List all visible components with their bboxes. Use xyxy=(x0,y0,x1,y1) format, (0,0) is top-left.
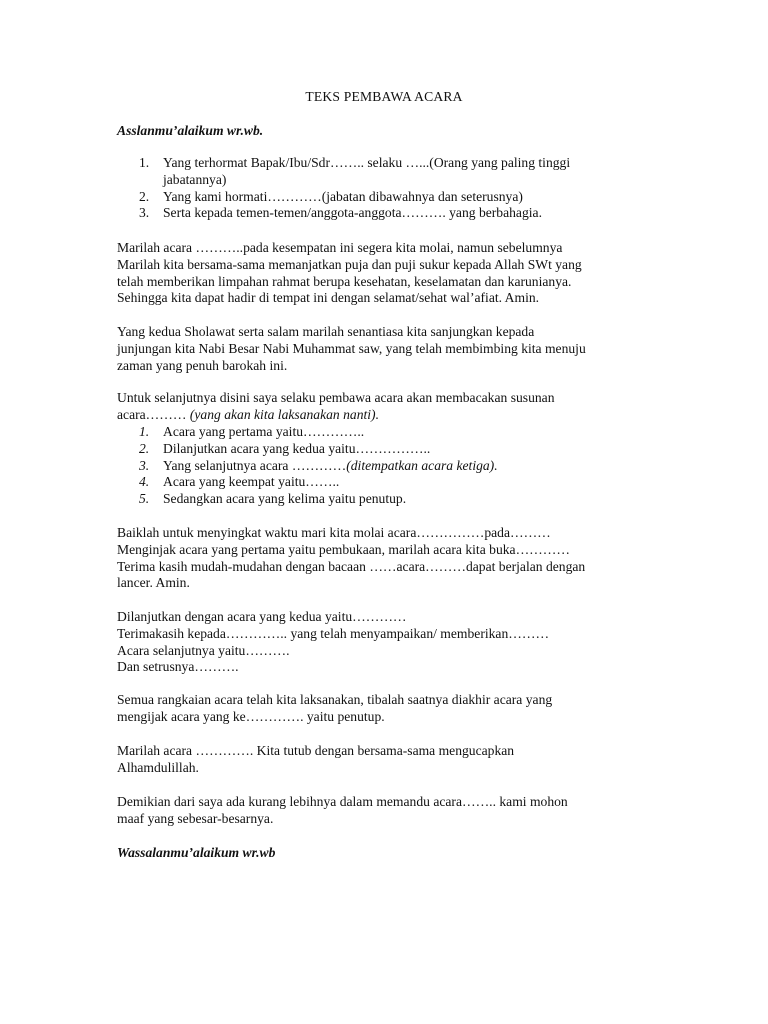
list-item-text: Serta kepada temen-temen/anggota-anggota………. yang berbahagia. xyxy=(163,205,542,221)
paragraph-line: Demikian dari saya ada kurang lebihnya dalam memandu acara…….. kami mohon xyxy=(117,794,568,809)
list-number: 2. xyxy=(139,188,150,204)
paragraph-opening-acara xyxy=(117,525,657,592)
list-item xyxy=(117,424,498,441)
list-item-text: Yang terhormat Bapak/Ibu/Sdr…….. selaku …...(Orang yang paling tinggi xyxy=(163,155,571,170)
list-item-text: Dilanjutkan acara yang kedua yaitu…………….. xyxy=(163,440,431,456)
list-item-text: Sedangkan acara yang kelima yaitu penutup. xyxy=(163,491,407,507)
paragraph-second-acara xyxy=(117,609,657,676)
document-title: TEKS PEMBAWA ACARA xyxy=(305,89,463,104)
list-number: 4. xyxy=(139,474,150,490)
paragraph-line xyxy=(117,407,657,424)
paragraph-apology xyxy=(117,794,657,828)
agenda-intro-text: acara……… xyxy=(117,406,190,422)
paragraph-sholawat xyxy=(117,324,657,374)
list-number: 1. xyxy=(139,155,150,170)
list-item xyxy=(117,491,498,508)
list-item xyxy=(117,155,570,189)
paragraph-line: Baiklah untuk menyingkat waktu mari kita molai acara……………pada……… xyxy=(117,525,551,540)
paragraph-closing-acara xyxy=(117,692,657,726)
paragraph-hamdalah xyxy=(117,743,657,777)
paragraph-opening-prayer xyxy=(117,240,657,307)
list-number: 2. xyxy=(139,440,150,456)
paragraph-line: zaman yang penuh barokah ini. xyxy=(117,357,288,373)
list-item xyxy=(117,458,498,475)
list-item xyxy=(117,441,498,458)
paragraph-line: Dilanjutkan dengan acara yang kedua yaitu………… xyxy=(117,609,407,624)
paragraph-line: telah memberikan limpahan rahmat berupa kesehatan, keselamatan dan karunianya. xyxy=(117,273,572,289)
paragraph-line: Dan setrusnya………. xyxy=(117,659,239,675)
paragraph-line: Sehingga kita dapat hadir di tempat ini dengan selamat/sehat wal’afiat. Amin. xyxy=(117,290,540,306)
paragraph-line: Marilah acara …………. Kita tutub dengan bersama-sama mengucapkan xyxy=(117,743,515,758)
list-item xyxy=(117,205,570,222)
paragraph-line: Acara selanjutnya yaitu………. xyxy=(117,642,290,658)
paragraph-line: mengijak acara yang ke…………. yaitu penutup. xyxy=(117,708,385,724)
list-number: 1. xyxy=(139,424,150,439)
paragraph-line: Menginjak acara yang pertama yaitu pembukaan, marilah acara kita buka………… xyxy=(117,541,570,557)
paragraph-agenda-intro xyxy=(117,390,657,424)
list-item xyxy=(117,189,570,206)
opening-greeting: Asslanmu’alaikum wr.wb. xyxy=(117,123,264,138)
list-item-text: Acara yang keempat yaitu…….. xyxy=(163,474,340,490)
closing-greeting: Wassalanmu’alaikum wr.wb xyxy=(117,845,276,860)
paragraph-line: Alhamdulillah. xyxy=(117,759,199,775)
list-item-text: Yang kami hormati…………(jabatan dibawahnya dan seterusnya) xyxy=(163,188,523,204)
list-item-italic: (ditempatkan acara ketiga). xyxy=(346,457,498,473)
paragraph-line: Terimakasih kepada………….. yang telah menyampaikan/ memberikan……… xyxy=(117,625,550,641)
list-item-text: jabatannya) xyxy=(163,171,227,187)
paragraph-line: Marilah acara ………..pada kesempatan ini segera kita molai, namun sebelumnya xyxy=(117,240,563,255)
paragraph-line: Untuk selanjutnya disini saya selaku pembawa acara akan membacakan susunan xyxy=(117,390,555,405)
paragraph-line: Yang kedua Sholawat serta salam marilah senantiasa kita sanjungkan kepada xyxy=(117,324,535,339)
salutation-list xyxy=(117,155,570,222)
paragraph-line: junjungan kita Nabi Besar Nabi Muhammat saw, yang telah membimbing kita menuju xyxy=(117,340,586,356)
list-item-text: Acara yang pertama yaitu………….. xyxy=(163,424,365,439)
paragraph-line: Marilah kita bersama-sama memanjatkan puja dan puji sukur kepada Allah SWt yang xyxy=(117,256,582,272)
agenda-intro-italic: (yang akan kita laksanakan nanti). xyxy=(189,406,379,422)
paragraph-line: Terima kasih mudah-mudahan dengan bacaan ……acara………dapat berjalan dengan xyxy=(117,558,586,574)
list-number: 3. xyxy=(139,457,150,473)
paragraph-line: maaf yang sebesar-besarnya. xyxy=(117,810,274,826)
list-item-text: Yang selanjutnya acara ………… xyxy=(163,457,347,473)
list-item xyxy=(117,474,498,491)
agenda-list xyxy=(117,424,498,508)
paragraph-line: lancer. Amin. xyxy=(117,575,190,591)
paragraph-line: Semua rangkaian acara telah kita laksanakan, tibalah saatnya diakhir acara yang xyxy=(117,692,553,707)
list-number: 5. xyxy=(139,491,150,507)
list-number: 3. xyxy=(139,205,150,221)
